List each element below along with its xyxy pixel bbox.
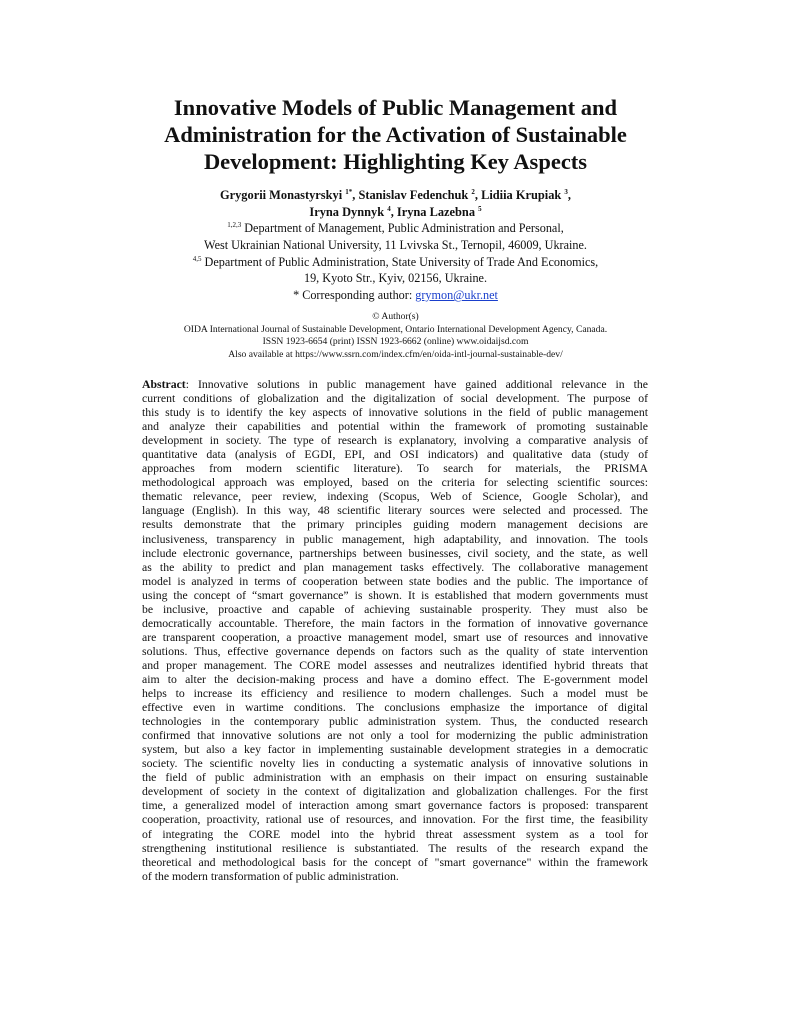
affiliation-text: Department of Public Administration, State University of Trade And Economics, [201, 254, 599, 269]
abstract-line: approaches from modern scientific literature). To search for materials, the PRISMA [142, 462, 648, 476]
author-sup: 1* [345, 187, 353, 196]
abstract-line: of the modern transformation of public administration. [142, 869, 399, 883]
abstract-line: methodological approach was employed, based on the criteria for selecting scientific sources: [142, 476, 648, 490]
abstract-line: system, but also a key factor in implementing sustainable development strategies in a democratic [142, 743, 648, 757]
author-line [100, 204, 691, 221]
corresponding-label: * Corresponding author: [293, 288, 416, 303]
availability-line: Also available at https://www.ssrn.com/index.cfm/en/oida-intl-journal-sustainable-dev/ [228, 348, 563, 360]
abstract-line: and proper management. The CORE model assesses and neutralizes identified hybrid threats that [142, 658, 648, 672]
abstract-line: time, a generalized model of interaction among smart governance factors is proposed: transparent [142, 799, 648, 813]
abstract-line: of integrating the CORE model into the hybrid threat assessment system as a tool for [142, 827, 648, 841]
abstract-label: Abstract [142, 378, 186, 391]
abstract-line: thematic relevance, peer review, indexing (Scopus, Web of Science, Google Scholar), and [142, 490, 648, 504]
author-text: , Iryna Lazebna [390, 205, 479, 219]
abstract-line: development of society in the context of digitalization and globalization challenges. For the first [142, 785, 648, 799]
author-list [100, 187, 691, 221]
affiliation-line [100, 254, 691, 271]
abstract-line: inclusiveness, transparency in public management, high adaptability, and innovation. The tools [142, 532, 648, 546]
affiliation-sup: 4,5 [192, 254, 202, 263]
abstract-line: include electronic governance, partnerships between businesses, civil society, and the state, as well [142, 546, 648, 560]
journal-line: OIDA International Journal of Sustainable Development, Ontario International Development Agency, Canada. [183, 323, 608, 335]
abstract-line: are transparent cooperation, a proactive management model, smart use of resources and innovative [142, 630, 648, 644]
affiliation-text: Department of Management, Public Administration and Personal, [241, 221, 564, 235]
abstract-line: using the concept of “smart governance” is shown. It is established that modern governments must [142, 588, 648, 602]
author-text: , Stanislav Fedenchuk [352, 188, 472, 202]
abstract-line: be inclusive, proactive and capable of achieving sustainable prosperity. They must also be [142, 602, 648, 616]
abstract-line: society. The scientific novelty lies in conducting a systematic analysis of innovative solutions in [142, 757, 648, 771]
abstract-line [142, 378, 648, 392]
abstract-line: cooperation, proactivity, rational use of resources, and innovation. For the first time, the feasibility [142, 813, 648, 827]
abstract-line: aim to alter the decision-making process and have a domino effect. The E-government model [142, 672, 648, 686]
author-text: , Lidiia Krupiak [474, 188, 565, 202]
abstract-line: solutions. Thus, effective governance depends on factors such as the quality of state intervention [142, 644, 648, 658]
abstract-line: language (English). In this way, 48 scientific literary sources were selected and processed. The [142, 504, 648, 518]
affiliation-line: West Ukrainian National University, 11 Lvivska St., Ternopil, 46009, Ukraine. [204, 237, 587, 252]
paper-title [100, 94, 691, 175]
author-sup: 5 [478, 204, 482, 213]
abstract-body [142, 392, 648, 884]
abstract-line: democratically accountable. Therefore, the main factors in the formation of innovative governance [142, 616, 648, 630]
abstract-line: this study is to identify the key aspects of innovative solutions in the field of public management [142, 406, 648, 420]
affiliation-sup: 1,2,3 [227, 220, 242, 229]
corresponding-author [100, 287, 691, 304]
author-line [100, 187, 691, 204]
affiliation-line: 19, Kyoto Str., Kyiv, 02156, Ukraine. [303, 271, 488, 286]
corresponding-email-link[interactable]: grymon@ukr.net [415, 288, 498, 303]
abstract-line: theoretical and methodological basis for the concept of "smart governance" within the framework [142, 855, 648, 869]
copyright-line: © Author(s) [372, 311, 419, 322]
abstract-text: : Innovative solutions in public management have gained additional relevance in the [185, 378, 648, 391]
issn-line: ISSN 1923-6654 (print) ISSN 1923-6662 (online) www.oidaijsd.com [262, 336, 529, 348]
abstract-line: confirmed that innovative solutions are not only a tool for modernizing the public administration [142, 729, 648, 743]
abstract-line: technologies in the contemporary public administration system. Thus, the conducted research [142, 715, 648, 729]
title-line: Development: Highlighting Key Aspects [203, 149, 588, 174]
abstract-line: strengthening institutional resilience is substantiated. The results of the research expand the [142, 841, 648, 855]
journal-info [100, 311, 691, 361]
author-sup: 3 [564, 187, 568, 196]
abstract-line: model is analyzed in terms of cooperation between state bodies and the public. The importance of [142, 574, 648, 588]
abstract [142, 378, 648, 884]
author-text: , [567, 188, 572, 202]
abstract-line: development in society. The type of research is explanatory, involving a comparative analysis of [142, 434, 648, 448]
abstract-line: current conditions of globalization and the digitalization of social development. The purpose of [142, 392, 648, 406]
abstract-line: and analyze their capabilities and potential within the framework of promoting sustainable [142, 420, 648, 434]
abstract-line: results demonstrate that the primary principles guiding modern management decisions are [142, 518, 648, 532]
title-line: Innovative Models of Public Management and [173, 95, 618, 120]
affiliation-line [100, 220, 691, 237]
abstract-line: as the ability to predict and plan management tasks effectively. The collaborative management [142, 560, 648, 574]
author-text: Grygorii Monastyrskyi [219, 188, 346, 202]
author-sup: 4 [387, 204, 391, 213]
author-sup: 2 [471, 187, 475, 196]
author-text: Iryna Dynnyk [309, 205, 388, 219]
title-line: Administration for the Activation of Sustainable [164, 122, 627, 147]
abstract-line: effective even in wartime conditions. The conclusions emphasize the importance of digital [142, 701, 648, 715]
abstract-line: the field of public administration with an emphasis on their impact on ensuring sustainable [142, 771, 648, 785]
abstract-line: helps to increase its efficiency and resilience to modern challenges. Such a model must be [142, 687, 648, 701]
affiliations [100, 220, 691, 304]
abstract-line: quantitative data (analysis of EGDI, EPI, and OSI indicators) and qualitative data (study of [142, 448, 648, 462]
